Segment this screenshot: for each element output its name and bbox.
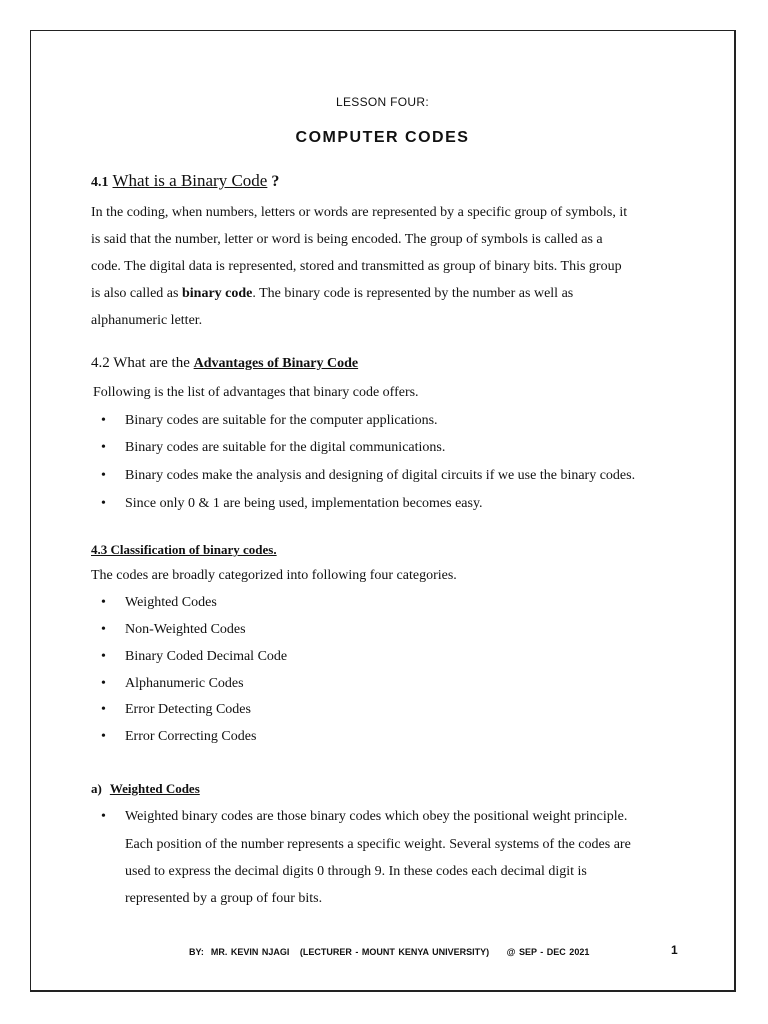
bullet-icon: • xyxy=(101,496,106,511)
section-4-3-heading: 4.3 Classification of binary codes. xyxy=(91,542,277,557)
bullet-icon: • xyxy=(101,622,106,637)
subsection-title: Weighted Codes xyxy=(109,781,200,796)
paragraph-line: In the coding, when numbers, letters or words are represented by a specific group of symbols, it xyxy=(91,205,628,220)
lesson-label: LESSON FOUR: xyxy=(336,95,429,109)
bullet-icon: • xyxy=(101,809,106,824)
bullet-icon: • xyxy=(101,413,106,428)
page-number: 1 xyxy=(671,943,678,957)
paragraph-line: represented by a group of four bits. xyxy=(125,891,323,906)
subsection-label: a) xyxy=(91,781,102,796)
subsection-a-heading xyxy=(91,781,200,797)
section-title: What is a Binary Code xyxy=(112,171,268,190)
paragraph-line: Weighted binary codes are those binary codes which obey the positional weight principle. xyxy=(125,809,628,824)
section-title: Advantages of Binary Code xyxy=(193,356,359,371)
bullet-icon: • xyxy=(101,702,106,717)
paragraph-line xyxy=(91,280,675,307)
paragraph-line: code. The digital data is represented, stored and transmitted as group of binary bits. This group xyxy=(91,259,622,274)
section-suffix: ? xyxy=(271,173,280,190)
section-prefix: 4.2 What are the xyxy=(91,355,190,371)
section-lead: The codes are broadly categorized into following four categories. xyxy=(91,568,457,583)
bullet-icon: • xyxy=(101,468,106,483)
paragraph-line: Each position of the number represents a specific weight. Several systems of the codes are xyxy=(125,837,631,852)
bullet-icon: • xyxy=(101,440,106,455)
section-4-1-heading xyxy=(91,171,279,191)
document-page: LESSON FOUR: COMPUTER CODES 4.1 What is a Binary Code ? In the coding, when numbers, letters or words are represented by a specific group of symbols, it is said that the number, letter or word is being encoded. The group of symbols is called as a code. The digital data is represented, stored and transmitted as group of binary bits. This group is also called as binary code. The binary code is represented by the number as well as alphanumeric letter. 4.2 What are the Advantages of Binary Code Following is the list of advantages that binary code offers. • Binary codes are suitable for the computer applications. • Binary codes are suitable for the digital communications. • Binary codes make the analysis and designing of digital circuits if we use the binary codes. • Since only 0 & 1 are being used, implementation becomes easy. 4.3 Classification of binary codes. The codes are broadly categorized into following four categories. • Weighted Codes • Non-Weighted Codes • Binary Coded Decimal Code • Alphanumeric Codes • Error Detecting Codes • Error Correcting Codes a) Weighted Codes • Weighted binary codes are those binary codes which obey the positional weight principle. Each position of the number represents a specific weight. Several systems of the codes are used to express the decimal digits 0 through 9. In these codes each decimal digit is represented by a group of four bits. BY: MR. KEVIN NJAGI (LECTURER - MOUNT KENYA UNIVERSITY) @ SEP - DEC 2021 1 xyxy=(30,30,736,992)
page-footer: BY: MR. KEVIN NJAGI (LECTURER - MOUNT KENYA UNIVERSITY) @ SEP - DEC 2021 xyxy=(189,947,590,957)
page-title: COMPUTER CODES xyxy=(295,129,470,146)
paragraph-line: is said that the number, letter or word is being encoded. The group of symbols is called as a xyxy=(91,232,603,247)
bullet-icon: • xyxy=(101,649,106,664)
paragraph-line: used to express the decimal digits 0 through 9. In these codes each decimal digit is xyxy=(125,864,587,879)
section-number: 4.1 xyxy=(91,175,109,190)
bold-term: binary code xyxy=(181,286,253,301)
paragraph-text: . The binary code is represented by the number as well as xyxy=(252,286,574,301)
section-lead: Following is the list of advantages that binary code offers. xyxy=(93,385,419,400)
section-4-2-heading xyxy=(91,355,358,372)
bullet-icon: • xyxy=(101,676,106,691)
paragraph-line: alphanumeric letter. xyxy=(91,313,203,328)
bullet-icon: • xyxy=(101,729,106,744)
bullet-icon: • xyxy=(101,595,106,610)
paragraph-text: is also called as xyxy=(91,286,179,301)
